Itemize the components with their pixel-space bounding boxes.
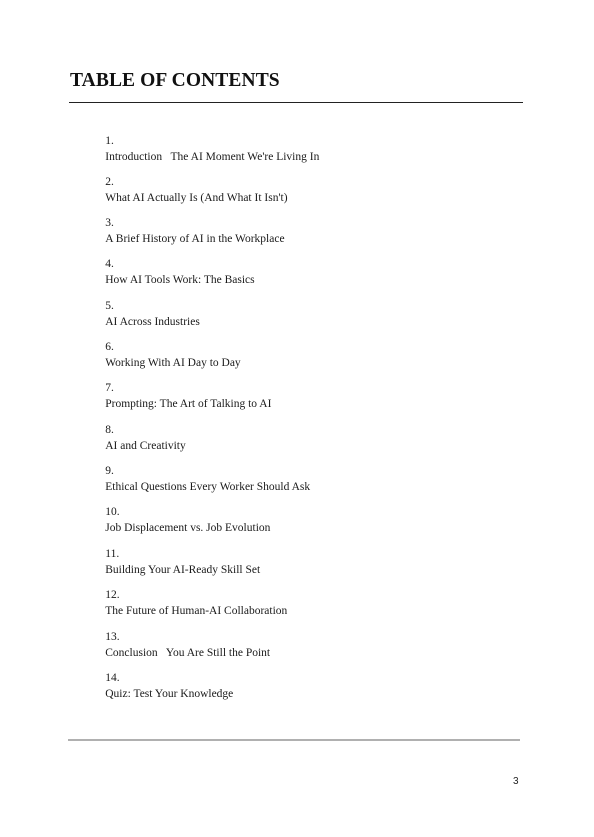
toc-item-number: 8. bbox=[105, 424, 114, 436]
toc-item-number: 3. bbox=[105, 217, 114, 229]
toc-item-label: Job Displacement vs. Job Evolution bbox=[105, 522, 271, 534]
toc-item-number: 2. bbox=[105, 176, 114, 188]
toc-item[interactable] bbox=[88, 406, 186, 452]
toc-item-number: 12. bbox=[105, 589, 120, 601]
toc-item-number: 11. bbox=[105, 548, 120, 560]
toc-item-label: Quiz: Test Your Knowledge bbox=[105, 688, 234, 700]
toc-item[interactable] bbox=[88, 117, 320, 163]
toc-item[interactable] bbox=[88, 654, 234, 700]
toc-item[interactable] bbox=[88, 613, 271, 659]
toc-item[interactable] bbox=[88, 199, 285, 245]
page-number: 3 bbox=[513, 776, 519, 787]
toc-item[interactable] bbox=[88, 282, 200, 328]
toc-item-number: 13. bbox=[105, 631, 120, 643]
toc-item-number: 7. bbox=[105, 382, 114, 394]
toc-item-number: 1. bbox=[105, 135, 114, 147]
toc-item-label: AI and Creativity bbox=[105, 440, 186, 452]
toc-item[interactable] bbox=[88, 571, 288, 617]
toc-title: TABLE OF CONTENTS bbox=[70, 70, 280, 91]
toc-item[interactable] bbox=[88, 323, 241, 369]
toc-item-label: The Future of Human-AI Collaboration bbox=[105, 605, 288, 617]
toc-item-number: 14. bbox=[105, 672, 120, 684]
toc-item[interactable] bbox=[88, 530, 261, 576]
toc-item-label: Working With AI Day to Day bbox=[105, 357, 241, 369]
toc-item[interactable] bbox=[88, 364, 272, 410]
toc-item-label: How AI Tools Work: The Basics bbox=[105, 274, 255, 286]
toc-item-label: Prompting: The Art of Talking to AI bbox=[105, 398, 272, 410]
toc-item[interactable] bbox=[88, 447, 311, 493]
toc-item-label: Conclusion You Are Still the Point bbox=[105, 647, 271, 659]
toc-item-label: Introduction The AI Moment We're Living In bbox=[105, 151, 320, 163]
toc-item[interactable] bbox=[88, 488, 271, 534]
toc-item[interactable] bbox=[88, 158, 288, 204]
toc-item-label: A Brief History of AI in the Workplace bbox=[105, 233, 285, 245]
toc-item-number: 9. bbox=[105, 465, 114, 477]
footer-divider bbox=[68, 739, 520, 741]
toc-item-label: AI Across Industries bbox=[105, 316, 200, 328]
toc-item-number: 5. bbox=[105, 300, 114, 312]
title-divider bbox=[69, 102, 523, 103]
toc-item-label: What AI Actually Is (And What It Isn't) bbox=[105, 192, 288, 204]
toc-item-number: 4. bbox=[105, 258, 114, 270]
toc-item[interactable] bbox=[88, 240, 255, 286]
toc-item-number: 6. bbox=[105, 341, 114, 353]
toc-item-label: Ethical Questions Every Worker Should Ask bbox=[105, 481, 311, 493]
toc-item-number: 10. bbox=[105, 506, 120, 518]
toc-item-label: Building Your AI-Ready Skill Set bbox=[105, 564, 261, 576]
